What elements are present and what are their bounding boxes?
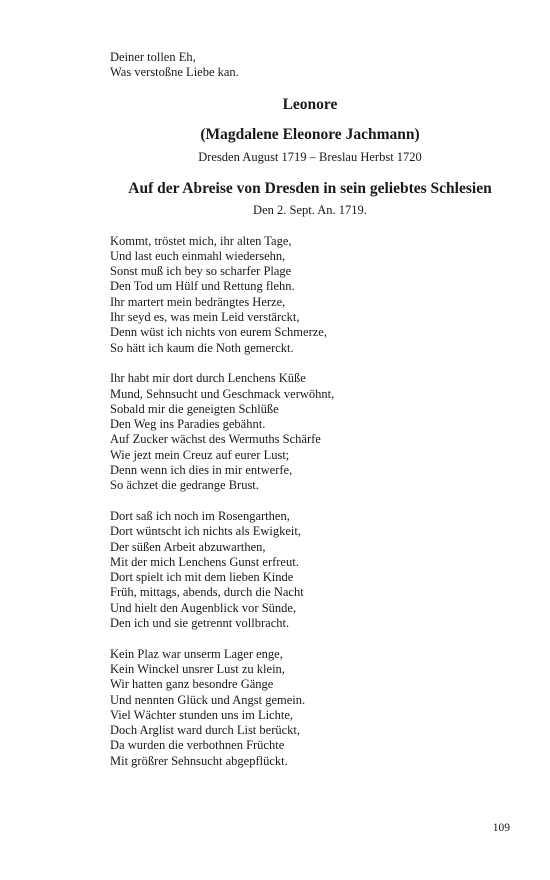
verse-line: Denn wenn ich dies in mir entwerfe, (110, 463, 293, 478)
verse-line: Ihr martert mein bedrängtes Herze, (110, 294, 286, 309)
verse-line: Den Tod um Hülf und Rettung flehn. (110, 279, 295, 294)
verse-line: Denn wüst ich nichts von eurem Schmerze, (110, 325, 327, 340)
verse-line: Viel Wächter stunden uns im Lichte, (110, 707, 293, 722)
verse-line: Mund, Sehnsucht und Geschmack verwöhnt, (110, 386, 335, 401)
verse-line: Früh, mittags, abends, durch die Nacht (110, 585, 304, 600)
verse-line: Kommt, tröstet mich, ihr alten Tage, (110, 233, 292, 248)
poem-date: Den 2. Sept. An. 1719. (253, 202, 367, 217)
carryover-verse (110, 50, 510, 81)
verse-line: Dort wüntscht ich nichts als Ewigkeit, (110, 524, 301, 539)
verse-line: So ächzet die gedrange Brust. (110, 478, 259, 493)
verse-line: Wir hatten ganz besondre Gänge (110, 677, 274, 692)
verse-line: Und hielt den Augenblick vor Sünde, (110, 600, 297, 615)
stanza-4 (110, 647, 510, 769)
verse-line: Den ich und sie getrennt vollbracht. (110, 616, 290, 631)
verse-line: So hätt ich kaum die Noth gemerckt. (110, 340, 294, 355)
verse-line: Kein Plaz war unserm Lager enge, (110, 646, 283, 661)
verse-line: Doch Arglist ward durch List berückt, (110, 723, 301, 738)
verse-line: Kein Winckel unsrer Lust zu klein, (110, 661, 285, 676)
verse-line: Und nennten Glück und Angst gemein. (110, 692, 306, 707)
poem-title: Auf der Abreise von Dresden in sein geliebtes Schlesien (128, 179, 492, 197)
verse-line: Wie jezt mein Creuz auf eurer Lust; (110, 447, 290, 462)
stanza-2 (110, 371, 510, 493)
verse-line: Der süßen Arbeit abzuwarthen, (110, 539, 266, 554)
dates-line: Dresden August 1719 – Breslau Herbst 1720 (198, 149, 422, 164)
verse-line: Dort saß ich noch im Rosengarthen, (110, 508, 290, 523)
stanza-3 (110, 509, 510, 631)
verse-line: Auf Zucker wächst des Wermuths Schärfe (110, 432, 321, 447)
verse-line: Sobald mir die geneigten Schlüße (110, 401, 279, 416)
verse-line: Und last euch einmahl wiedersehn, (110, 248, 286, 263)
verse-line: Deiner tollen Eh, (110, 50, 196, 64)
page-content (110, 50, 510, 784)
verse-line: Was verstoßne Liebe kan. (110, 65, 239, 80)
verse-line: Dort spielt ich mit dem lieben Kinde (110, 570, 294, 585)
persona-heading: Leonore (282, 95, 338, 113)
real-name-heading: (Magdalene Eleonore Jachmann) (200, 125, 420, 143)
verse-line: Da wurden die verbothnen Früchte (110, 738, 285, 753)
verse-line: Den Weg ins Paradies gebähnt. (110, 417, 266, 432)
verse-line: Ihr habt mir dort durch Lenchens Küße (110, 371, 306, 386)
verse-line: Mit größrer Sehnsucht abgepflückt. (110, 753, 288, 768)
page-number: 109 (492, 822, 510, 834)
verse-line: Ihr seyd es, was mein Leid verstärckt, (110, 310, 300, 325)
verse-line: Sonst muß ich bey so scharfer Plage (110, 264, 292, 279)
stanza-1 (110, 234, 510, 356)
verse-line: Mit der mich Lenchens Gunst erfreut. (110, 554, 299, 569)
